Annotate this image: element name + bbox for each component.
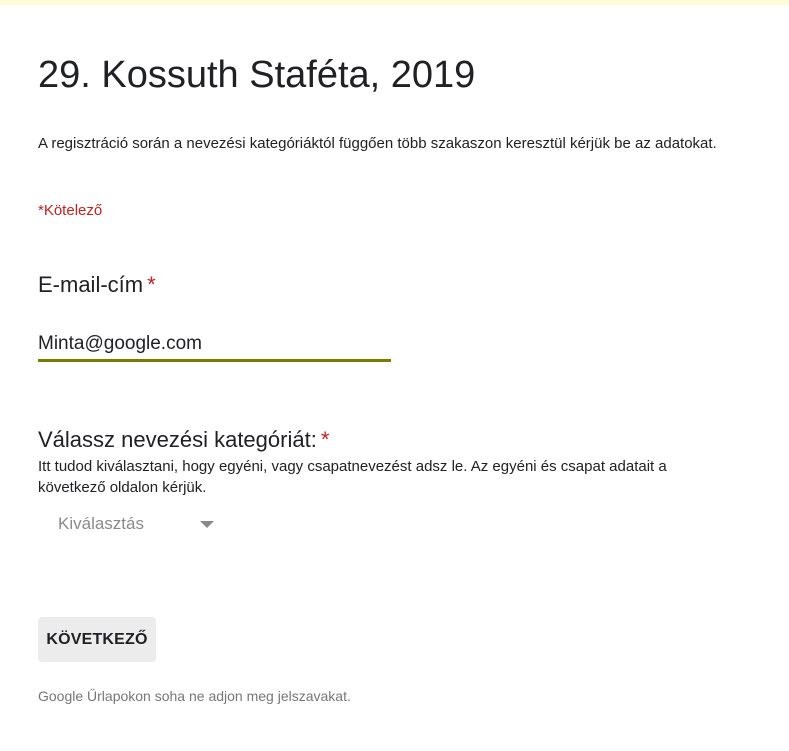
category-question-help: Itt tudod kiválasztani, hogy egyéni, vagy csapatnevezést adsz le. Az egyéni és csapat adatait a következő oldalon kérjük. (38, 458, 667, 496)
required-note: *Kötelező (38, 202, 103, 219)
category-question-title (38, 426, 329, 454)
email-question-label: E-mail-cím (38, 272, 144, 297)
password-warning: Google Űrlapokon soha ne adjon meg jelszavakat. (38, 688, 351, 704)
email-question-title (38, 271, 156, 299)
category-question-label: Válassz nevezési kategóriát: (38, 427, 317, 452)
form-title: 29. Kossuth Staféta, 2019 (38, 54, 476, 96)
category-select-placeholder: Kiválasztás (58, 514, 144, 533)
next-button[interactable]: KÖVETKEZŐ (38, 617, 156, 662)
chevron-down-icon (200, 521, 214, 528)
top-strip (0, 0, 789, 5)
form-description: A regisztráció során a nevezési kategóriáktól függően több szakaszon keresztül kérjük be az adatokat. (38, 135, 717, 152)
category-select[interactable] (38, 505, 228, 543)
required-asterisk: * (320, 427, 330, 452)
required-asterisk: * (147, 272, 156, 297)
email-input[interactable] (38, 329, 391, 362)
